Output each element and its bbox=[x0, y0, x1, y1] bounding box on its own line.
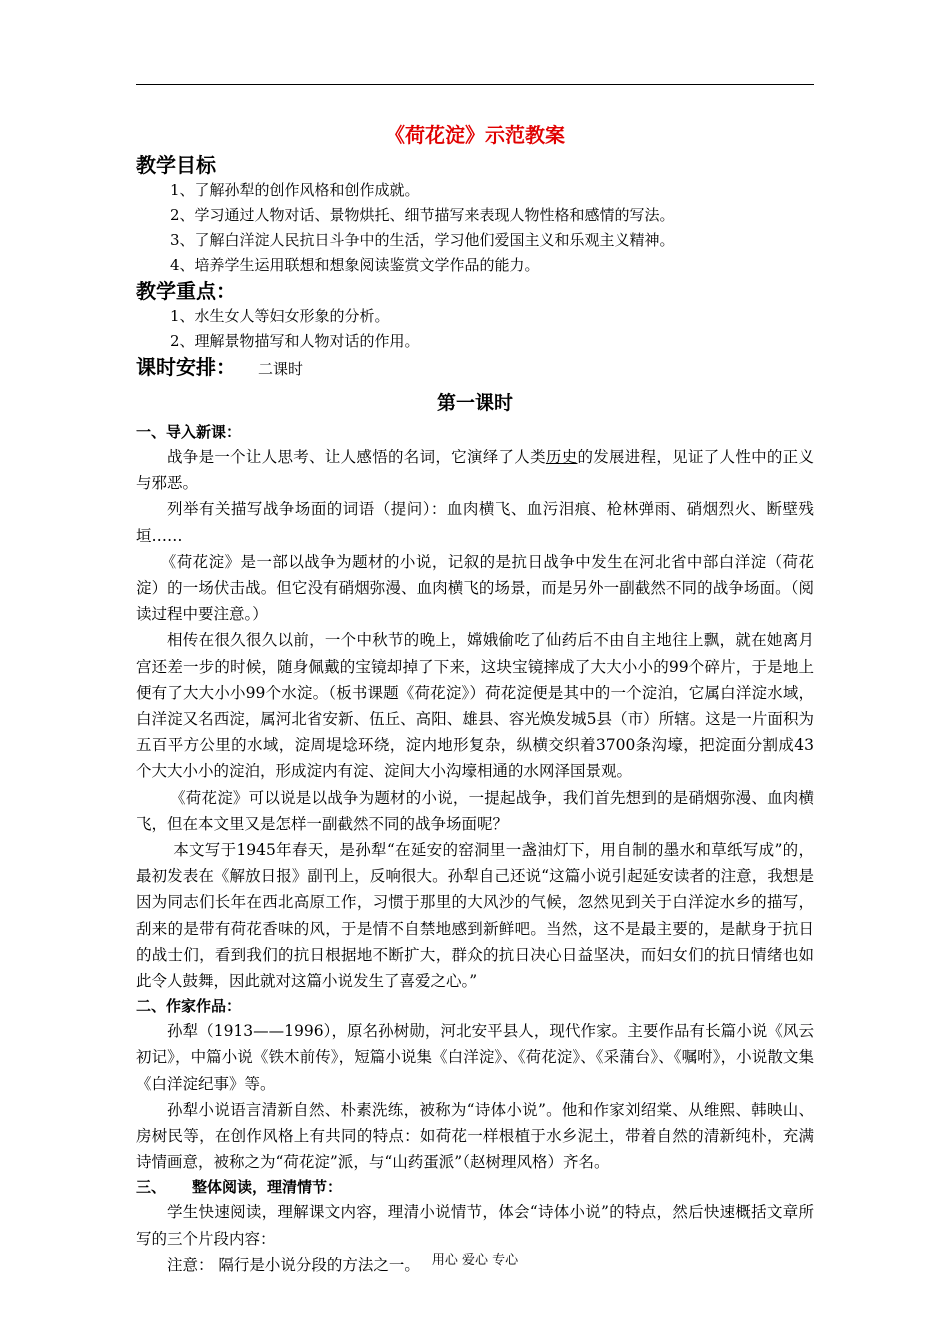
key-points-heading: 教学重点： bbox=[136, 279, 236, 303]
section1-paragraph-3: 《荷花淀》是一部以战争为题材的小说，记叙的是抗日战争中发生在河北省中部白洋淀（荷花淀）的一场伏击战。但它没有硝烟弥漫、血肉横飞的场景，而是另外一副截然不同的战争场面。（阅读过程中要注意。） bbox=[136, 552, 814, 624]
section2-paragraph-1: 孙犁（1913——1996），原名孙树勋，河北安平县人，现代作家。主要作品有长篇小说《风云初记》，中篇小说《铁木前传》，短篇小说集《白洋淀》、《荷花淀》、《采蒲台》、《嘱咐》，小说散文集《白洋淀纪事》等。 bbox=[136, 1022, 814, 1093]
section3-paragraph-2: 注意： 隔行是小说分段的方法之一。 bbox=[167, 1255, 420, 1274]
objectives-heading: 教学目标 bbox=[136, 153, 216, 177]
section1-heading: 一、导入新课： bbox=[136, 423, 242, 441]
underlined-link-history[interactable]: 历史 bbox=[545, 448, 578, 466]
paragraph-text: 战争是一个让人思考、让人感悟的名词，它演绎了人类 bbox=[167, 448, 546, 466]
section1-paragraph-5: 《荷花淀》可以说是以战争为题材的小说，一提起战争，我们首先想到的是硝烟弥漫、血肉横飞，但在本文里又是怎样一副截然不同的战争场面呢？ bbox=[136, 788, 814, 833]
paragraph-text: 的发展进程，见证了人性中的正义与邪恶。 bbox=[136, 448, 814, 493]
objective-item-3: 3、了解白洋淀人民抗日斗争中的生活，学习他们爱国主义和乐观主义精神。 bbox=[170, 231, 675, 249]
objective-item-1: 1、了解孙犁的创作风格和创作成就。 bbox=[170, 181, 420, 199]
key-point-item-2: 2、理解景物描写和人物对话的作用。 bbox=[170, 332, 420, 350]
key-point-item-1: 1、水生女人等妇女形象的分析。 bbox=[170, 307, 390, 325]
section3-paragraph-1: 学生快速阅读，理解课文内容，理清小说情节，体会“诗体小说”的特点，然后快速概括文章所写的三个片段内容： bbox=[136, 1203, 814, 1248]
header-rule bbox=[136, 84, 814, 85]
schedule-value: 二课时 bbox=[258, 360, 304, 378]
objective-item-2: 2、学习通过人物对话、景物烘托、细节描写来表现人物性格和感情的写法。 bbox=[170, 206, 675, 224]
schedule-line bbox=[136, 354, 814, 382]
section3-heading bbox=[136, 1175, 814, 1199]
section1-paragraph-6: 本文写于1945年春天，是孙犁“在延安的窑洞里一盏油灯下，用自制的墨水和草纸写成”的，最初发表在《解放日报》副刊上，反响很大。孙犁自己还说“这篇小说引起延安读者的注意，我想是因为同志们长年在西北高原工作，习惯于那里的大风沙的气候，忽然见到关于白洋淀水乡的描写，刮来的是带有荷花香味的风，于是情不自禁地感到新鲜吧。当然，这不是最主要的，是献身于抗日的战士们，看到我们的抗日根据地不断扩大，群众的抗日决心日益坚决，而妇女们的抗日情绪也如此令人鼓舞，因此就对这篇小说发生了喜爱之心。” bbox=[136, 841, 814, 991]
section1-paragraph-4: 相传在很久很久以前，一个中秋节的晚上，嫦娥偷吃了仙药后不由自主地往上飘，就在她离月宫还差一步的时候，随身佩戴的宝镜却掉了下来，这块宝镜摔成了大大小小的99个碎片，于是地上便有了大大小小99个水淀。（板书课题《荷花淀》）荷花淀便是其中的一个淀泊，它属白洋淀水域，白洋淀又名西淀，属河北省安新、伍丘、高阳、雄县、容光焕发城5县（市）所辖。这是一片面积为五百平方公里的水域，淀周堤埝环绕，淀内地形复杂，纵横交织着3700条沟壕，把淀面分割成43个大大小小的淀泊，形成淀内有淀、淀间大小沟壕相通的水网泽国景观。 bbox=[136, 631, 814, 781]
section3-title: 整体阅读，理清情节： bbox=[192, 1178, 343, 1197]
schedule-heading: 课时安排： bbox=[136, 355, 236, 379]
document-body bbox=[136, 118, 814, 1278]
section2-paragraph-2: 孙犁小说语言清新自然、朴素洗练，被称为“诗体小说”。他和作家刘绍棠、从维熙、韩映山、房树民等，在创作风格上有共同的特点：如荷花一样根植于水乡泥土，带着自然的清新纯朴，充满诗情画意，被称之为“荷花淀”派，与“山药蛋派”（赵树理风格）齐名。 bbox=[136, 1100, 814, 1172]
section1-paragraph-1 bbox=[136, 444, 814, 496]
section3-number: 三、 bbox=[136, 1178, 167, 1197]
lesson-heading: 第一课时 bbox=[436, 392, 513, 414]
document-title: 《荷花淀》示范教案 bbox=[385, 123, 565, 147]
page-footer: 用心 爱心 专心 bbox=[431, 1253, 519, 1268]
objective-item-4: 4、培养学生运用联想和想象阅读鉴赏文学作品的能力。 bbox=[170, 256, 540, 274]
section2-heading: 二、作家作品： bbox=[136, 997, 242, 1016]
section1-paragraph-2: 列举有关描写战争场面的词语（提问）：血肉横飞、血污泪痕、枪林弹雨、硝烟烈火、断壁残垣…… bbox=[136, 500, 814, 545]
